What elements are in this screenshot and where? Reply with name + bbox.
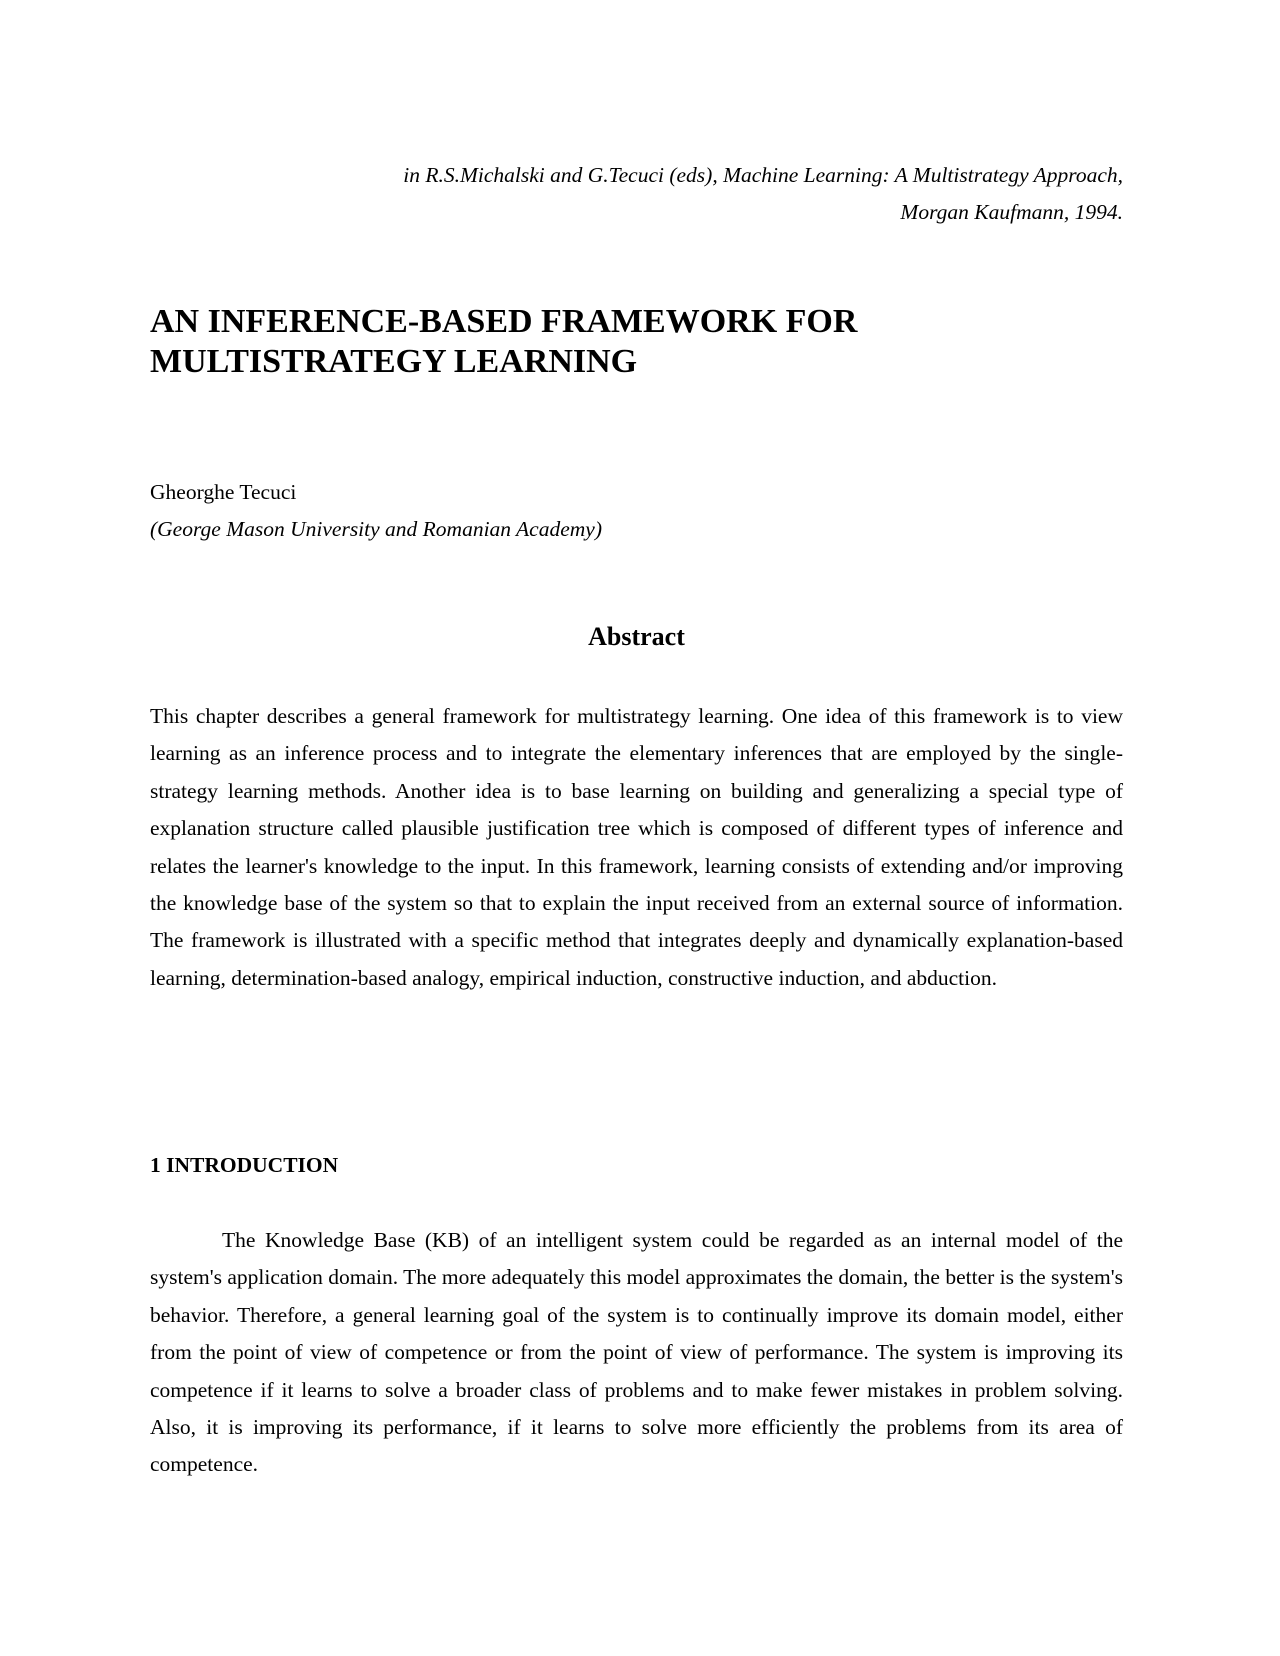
author-name: Gheorghe Tecuci [150, 480, 297, 504]
abstract-body: This chapter describes a general framework for multistrategy learning. One idea of this framework is to view learning as an inference process and to integrate the elementary inferences that are employed by the single-strategy learning methods. Another idea is to base learning on building and generalizing a special type of explanation structure called plausible justification tree which is composed of different types of inference and relates the learner's knowledge to the input. In this framework, learning consists of extending and/or improving the knowledge base of the system so that to explain the input received from an external source of information. The framework is illustrated with a specific method that integrates deeply and dynamically explanation-based learning, determination-based analogy, empirical induction, constructive induction, and abduction. [150, 704, 1123, 990]
citation-line-1: in R.S.Michalski and G.Tecuci (eds), Machine Learning: A Multistrategy Approach, [403, 163, 1123, 187]
citation-line-2: Morgan Kaufmann, 1994. [900, 200, 1123, 224]
paper-title-line-1: AN INFERENCE-BASED FRAMEWORK FOR [150, 303, 858, 340]
author-affiliation: (George Mason University and Romanian Academy) [150, 517, 602, 541]
section-heading-introduction: 1 INTRODUCTION [150, 1153, 339, 1177]
paper-title-line-2: MULTISTRATEGY LEARNING [150, 343, 638, 380]
introduction-paragraph: The Knowledge Base (KB) of an intelligent system could be regarded as an internal model of the system's application domain. The more adequately this model approximates the domain, the better is the system's behavior. Therefore, a general learning goal of the system is to continually improve its domain model, either from the point of view of competence or from the point of view of performance. The system is improving its competence if it learns to solve a broader class of problems and to make fewer mistakes in problem solving. Also, it is improving its performance, if it learns to solve more efficiently the problems from its area of competence. [150, 1228, 1123, 1477]
paper-title [150, 302, 1140, 382]
abstract-heading: Abstract [588, 622, 685, 651]
